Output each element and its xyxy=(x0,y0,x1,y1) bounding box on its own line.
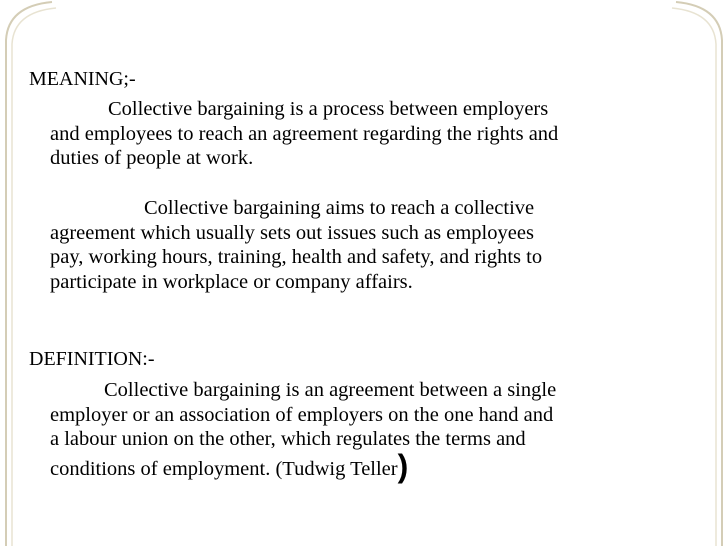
meaning-paragraph-1 xyxy=(50,97,722,171)
text-line: Collective bargaining aims to reach a collective xyxy=(144,197,535,219)
text-line: a labour union on the other, which regulates the terms and xyxy=(50,428,526,450)
definition-paragraph xyxy=(50,378,722,484)
closing-parenthesis: ) xyxy=(397,447,409,484)
meaning-heading: MEANING;- xyxy=(29,68,136,90)
text-line-last xyxy=(50,447,722,484)
text-line: and employees to reach an agreement regarding the rights and xyxy=(50,122,559,145)
text-line: pay, working hours, training, health and safety, and rights to xyxy=(50,246,543,268)
text-line: conditions of employment. (Tudwig Teller xyxy=(50,457,398,480)
definition-heading: DEFINITION:- xyxy=(29,348,155,370)
text-line: Collective bargaining is an agreement between a single xyxy=(104,379,557,401)
text-line: agreement which usually sets out issues such as employees xyxy=(50,221,534,244)
text-line: employer or an association of employers on the one hand and xyxy=(50,403,554,426)
meaning-paragraph-2 xyxy=(50,196,722,294)
text-line: participate in workplace or company affairs. xyxy=(50,270,413,293)
text-line: Collective bargaining is a process between employers xyxy=(108,98,549,120)
text-line: duties of people at work. xyxy=(50,147,254,169)
